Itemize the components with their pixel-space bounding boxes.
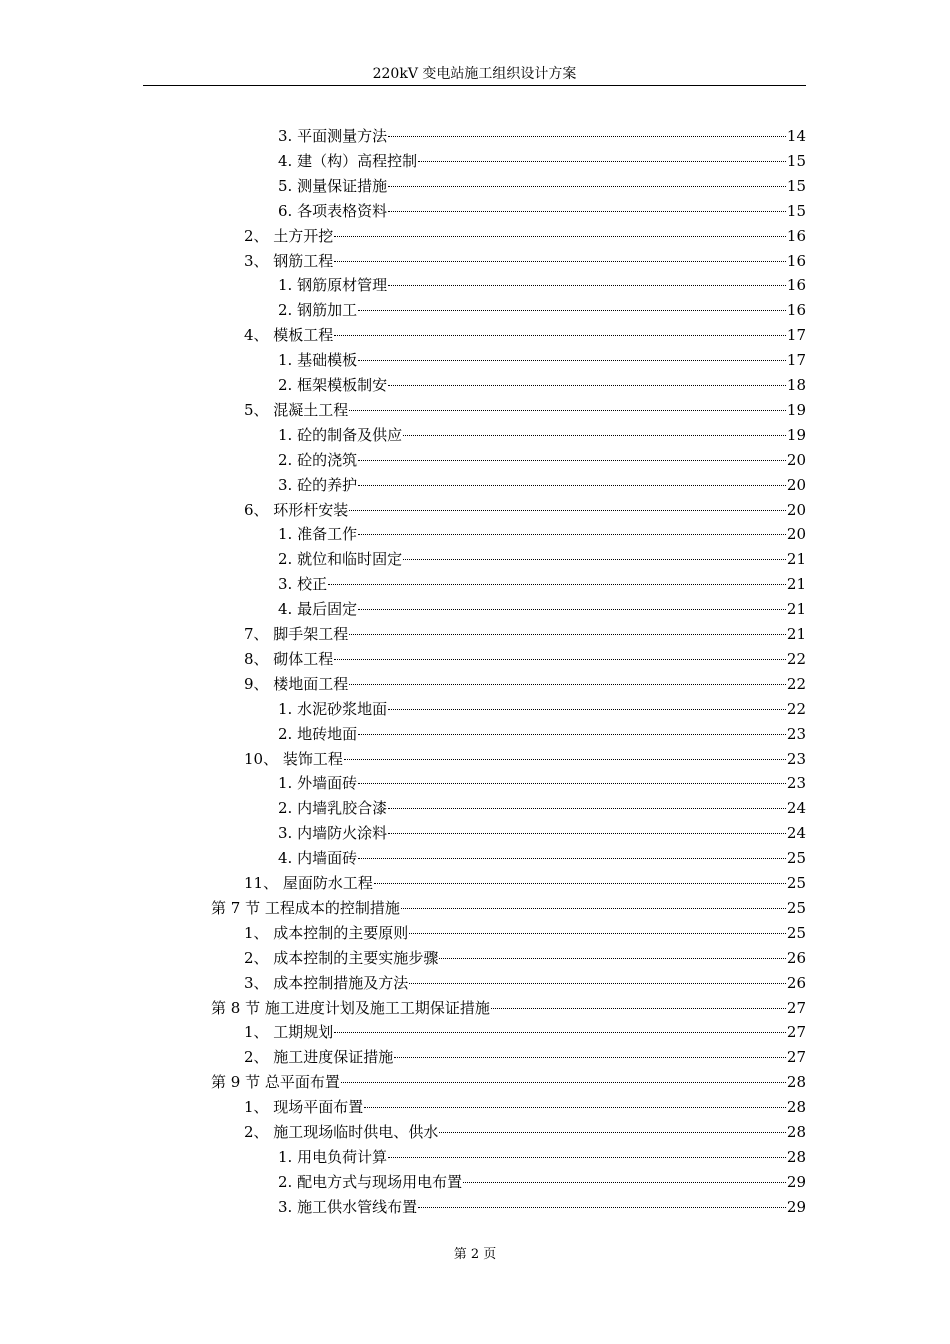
toc-dot-leader <box>374 882 786 884</box>
toc-entry[interactable] <box>278 423 806 447</box>
toc-entry-label: 2、 成本控制的主要实施步骤 <box>244 948 439 967</box>
toc-entry-label: 1. 砼的制备及供应 <box>278 425 403 444</box>
toc-entry-label: 5、 混凝土工程 <box>244 400 349 419</box>
toc-entry[interactable] <box>278 124 806 148</box>
toc-entry[interactable] <box>244 323 806 347</box>
toc-dot-leader <box>388 284 786 286</box>
toc-entry[interactable] <box>278 473 806 497</box>
toc-entry[interactable] <box>244 672 806 696</box>
toc-entry-page-number: 23 <box>786 724 806 743</box>
page-number-footer: 第 2 页 <box>453 1247 497 1262</box>
toc-dot-leader <box>394 1056 786 1058</box>
toc-entry-label: 3. 施工供水管线布置 <box>278 1197 418 1216</box>
toc-entry[interactable] <box>278 1170 806 1194</box>
toc-dot-leader <box>358 608 786 610</box>
toc-entry-page-number: 28 <box>786 1073 806 1092</box>
toc-dot-leader <box>358 733 786 735</box>
toc-dot-leader <box>463 1181 786 1183</box>
toc-entry[interactable] <box>278 597 806 621</box>
toc-entry-page-number: 25 <box>786 923 806 942</box>
toc-entry[interactable] <box>278 722 806 746</box>
toc-dot-leader <box>358 484 786 486</box>
toc-entry-label: 2、 施工现场临时供电、供水 <box>244 1123 439 1141</box>
toc-entry-page-number: 29 <box>786 1197 806 1216</box>
toc-entry-label: 4、 模板工程 <box>244 326 334 345</box>
toc-entry[interactable] <box>244 647 806 671</box>
toc-dot-leader <box>418 1206 786 1208</box>
toc-entry-page-number: 22 <box>786 699 806 718</box>
toc-entry-page-number: 21 <box>786 625 806 643</box>
toc-dot-leader <box>349 633 786 635</box>
toc-dot-leader <box>349 509 786 511</box>
toc-dot-leader <box>418 160 786 162</box>
toc-entry-page-number: 20 <box>786 475 806 494</box>
toc-entry-page-number: 15 <box>786 201 806 220</box>
toc-dot-leader <box>388 135 786 137</box>
toc-entry-page-number: 20 <box>786 525 806 544</box>
toc-entry-label: 7、 脚手架工程 <box>244 625 349 643</box>
toc-entry[interactable] <box>278 796 806 820</box>
toc-entry-page-number: 16 <box>786 276 806 295</box>
toc-entry-label: 3、 钢筋工程 <box>244 251 334 270</box>
toc-dot-leader <box>439 957 786 959</box>
toc-dot-leader <box>388 384 786 386</box>
toc-entry-label: 3. 平面测量方法 <box>278 127 388 145</box>
toc-entry-label: 1、 现场平面布置 <box>244 1098 364 1117</box>
toc-entry-page-number: 27 <box>786 1048 806 1067</box>
toc-entry-label: 3. 内墙防火涂料 <box>278 824 388 843</box>
toc-entry[interactable] <box>244 398 806 422</box>
toc-entry-label: 6、 环形杆安装 <box>244 500 349 519</box>
toc-entry[interactable] <box>278 199 806 223</box>
toc-entry-label: 1、 成本控制的主要原则 <box>244 923 409 942</box>
toc-dot-leader <box>334 1031 786 1033</box>
toc-dot-leader <box>388 708 786 710</box>
toc-entry-label: 9、 楼地面工程 <box>244 674 349 693</box>
toc-entry-label: 5. 测量保证措施 <box>278 176 388 195</box>
toc-dot-leader <box>334 260 786 262</box>
toc-entry[interactable] <box>244 1020 806 1044</box>
toc-entry-page-number: 19 <box>786 425 806 444</box>
toc-dot-leader <box>358 857 786 859</box>
toc-entry-page-number: 27 <box>786 1023 806 1042</box>
toc-entry[interactable] <box>278 174 806 198</box>
toc-dot-leader <box>344 758 786 760</box>
toc-entry-page-number: 23 <box>786 774 806 793</box>
toc-entry[interactable] <box>244 622 806 646</box>
toc-entry[interactable] <box>211 996 806 1020</box>
toc-dot-leader <box>358 782 786 784</box>
toc-entry-label: 8、 砌体工程 <box>244 649 334 668</box>
toc-entry-label: 1. 准备工作 <box>278 525 358 544</box>
toc-entry[interactable] <box>278 522 806 546</box>
toc-entry[interactable] <box>278 1195 806 1219</box>
toc-entry-label: 3、 成本控制措施及方法 <box>244 973 409 992</box>
toc-entry-label: 2. 砼的浇筑 <box>278 450 358 469</box>
toc-dot-leader <box>364 1106 786 1108</box>
toc-entry-label: 11、 屋面防水工程 <box>244 874 373 892</box>
toc-dot-leader <box>358 533 786 535</box>
toc-entry-page-number: 20 <box>786 450 806 469</box>
toc-entry-page-number: 17 <box>786 326 806 345</box>
toc-entry-label: 第 7 节 工程成本的控制措施 <box>211 898 400 917</box>
toc-entry[interactable] <box>244 871 806 895</box>
toc-dot-leader <box>341 1081 786 1083</box>
toc-entry[interactable] <box>278 846 806 870</box>
toc-entry-label: 1. 水泥砂浆地面 <box>278 699 388 718</box>
toc-entry-page-number: 28 <box>786 1147 806 1166</box>
toc-dot-leader <box>334 235 786 237</box>
toc-entry-label: 1. 钢筋原材管理 <box>278 276 388 295</box>
toc-dot-leader <box>328 583 786 585</box>
toc-dot-leader <box>388 832 786 834</box>
toc-entry-label: 2. 就位和临时固定 <box>278 550 403 569</box>
toc-entry-page-number: 18 <box>786 376 806 394</box>
toc-entry-page-number: 14 <box>786 127 806 145</box>
toc-entry-label: 2. 地砖地面 <box>278 724 358 743</box>
toc-entry[interactable] <box>244 1095 806 1119</box>
page-header-title: 220kV 变电站施工组织设计方案 <box>143 64 806 86</box>
toc-entry-page-number: 26 <box>786 973 806 992</box>
toc-entry-label: 2、 施工进度保证措施 <box>244 1048 394 1067</box>
toc-entry-label: 3. 校正 <box>278 575 328 594</box>
toc-entry-label: 2. 内墙乳胶合漆 <box>278 799 388 818</box>
toc-entry-page-number: 16 <box>786 301 806 320</box>
toc-entry-page-number: 15 <box>786 176 806 195</box>
toc-entry[interactable] <box>278 547 806 571</box>
toc-dot-leader <box>403 434 786 436</box>
toc-entry-label: 1. 基础模板 <box>278 351 358 370</box>
toc-entry-page-number: 26 <box>786 948 806 967</box>
toc-dot-leader <box>403 558 786 560</box>
toc-entry[interactable] <box>244 1120 806 1144</box>
toc-entry[interactable] <box>278 1145 806 1169</box>
toc-entry[interactable] <box>244 921 806 945</box>
toc-dot-leader <box>409 932 786 934</box>
toc-entry-label: 1. 外墙面砖 <box>278 774 358 793</box>
toc-entry[interactable] <box>278 273 806 297</box>
toc-entry-label: 2. 钢筋加工 <box>278 301 358 320</box>
toc-entry[interactable] <box>244 224 806 248</box>
toc-entry-page-number: 15 <box>786 151 806 170</box>
toc-entry-page-number: 16 <box>786 251 806 270</box>
toc-entry-label: 10、 装饰工程 <box>244 749 343 768</box>
toc-entry-page-number: 24 <box>786 799 806 818</box>
toc-entry-page-number: 21 <box>786 600 806 619</box>
toc-entry-page-number: 22 <box>786 649 806 668</box>
toc-dot-leader <box>409 982 786 984</box>
toc-dot-leader <box>401 907 786 909</box>
toc-dot-leader <box>349 409 786 411</box>
toc-entry-page-number: 28 <box>786 1098 806 1117</box>
toc-dot-leader <box>491 1007 786 1009</box>
toc-entry[interactable] <box>211 896 806 920</box>
toc-entry-page-number: 21 <box>786 550 806 569</box>
toc-entry[interactable] <box>244 946 806 970</box>
toc-entry[interactable] <box>278 298 806 322</box>
toc-dot-leader <box>439 1131 786 1133</box>
toc-dot-leader <box>358 459 786 461</box>
toc-entry[interactable] <box>278 572 806 596</box>
toc-entry[interactable] <box>278 771 806 795</box>
toc-entry-label: 2、 土方开挖 <box>244 226 334 245</box>
toc-entry-label: 第 8 节 施工进度计划及施工工期保证措施 <box>211 998 490 1017</box>
toc-dot-leader <box>334 658 786 660</box>
toc-entry-page-number: 20 <box>786 500 806 519</box>
toc-entry-label: 2. 框架模板制安 <box>278 376 388 394</box>
toc-entry[interactable] <box>278 697 806 721</box>
toc-entry-page-number: 24 <box>786 824 806 843</box>
toc-entry[interactable] <box>244 1045 806 1069</box>
toc-entry-page-number: 25 <box>786 849 806 868</box>
toc-entry[interactable] <box>278 821 806 845</box>
toc-entry-page-number: 29 <box>786 1172 806 1191</box>
toc-entry[interactable] <box>244 971 806 995</box>
toc-entry[interactable] <box>278 348 806 372</box>
toc-dot-leader <box>388 807 786 809</box>
toc-dot-leader <box>388 185 786 187</box>
toc-entry-page-number: 17 <box>786 351 806 370</box>
toc-entry-label: 第 9 节 总平面布置 <box>211 1073 340 1092</box>
toc-entry-label: 3. 砼的养护 <box>278 475 358 494</box>
toc-dot-leader <box>349 683 786 685</box>
toc-dot-leader <box>388 1156 786 1158</box>
toc-entry-page-number: 25 <box>786 874 806 892</box>
toc-entry[interactable] <box>244 747 806 771</box>
toc-entry-label: 4. 内墙面砖 <box>278 849 358 868</box>
toc-entry-page-number: 25 <box>786 898 806 917</box>
toc-entry[interactable] <box>278 149 806 173</box>
toc-entry-label: 2. 配电方式与现场用电布置 <box>278 1172 463 1191</box>
toc-entry[interactable] <box>278 448 806 472</box>
toc-entry-page-number: 23 <box>786 749 806 768</box>
toc-entry-page-number: 19 <box>786 400 806 419</box>
toc-entry-label: 6. 各项表格资料 <box>278 201 388 220</box>
toc-entry[interactable] <box>211 1070 806 1094</box>
toc-entry-page-number: 21 <box>786 575 806 594</box>
toc-entry[interactable] <box>278 373 806 397</box>
toc-dot-leader <box>358 309 786 311</box>
toc-entry-page-number: 22 <box>786 674 806 693</box>
toc-entry-label: 4. 建（构）高程控制 <box>278 151 418 170</box>
toc-entry-label: 1. 用电负荷计算 <box>278 1147 388 1166</box>
toc-entry-label: 4. 最后固定 <box>278 600 358 619</box>
toc-dot-leader <box>334 334 786 336</box>
toc-entry[interactable] <box>244 249 806 273</box>
toc-dot-leader <box>388 210 786 212</box>
toc-entry[interactable] <box>244 498 806 522</box>
toc-entry-page-number: 16 <box>786 226 806 245</box>
toc-entry-label: 1、 工期规划 <box>244 1023 334 1042</box>
toc-entry-page-number: 27 <box>786 998 806 1017</box>
toc-entry-page-number: 28 <box>786 1123 806 1141</box>
toc-dot-leader <box>358 359 786 361</box>
